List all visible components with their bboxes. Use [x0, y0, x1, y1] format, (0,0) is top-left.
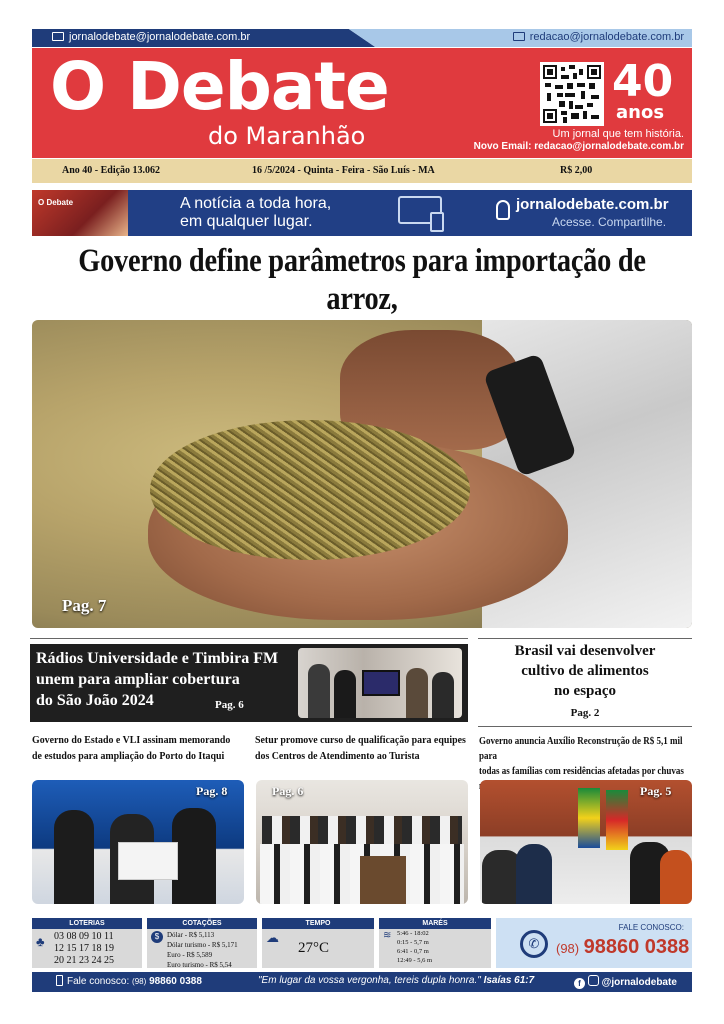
slogan: Um jornal que tem história. — [552, 128, 684, 140]
cotacoes-title: COTAÇÕES — [147, 918, 257, 929]
promo-site-link[interactable]: jornalodebate.com.br — [516, 196, 669, 213]
mail-icon — [52, 32, 64, 41]
mail-icon — [513, 32, 525, 41]
story-setur-page[interactable]: Pag. 6 — [272, 784, 304, 798]
story-brasil-page[interactable]: Pag. 2 — [570, 707, 600, 719]
tempo-temperature: 27°C — [298, 940, 330, 956]
instagram-icon — [588, 975, 599, 986]
whatsapp-icon: ✆ — [520, 930, 548, 958]
edition-price: R$ 2,00 — [560, 165, 593, 176]
fale-phone[interactable]: (98) 98860 0388 — [556, 936, 690, 958]
story-radios-title: Rádios Universidade e Timbira FM unem para ampliar cobertura do São João 2024 — [36, 650, 279, 709]
cloud-sun-icon: ☁ — [266, 930, 279, 945]
story-setur-title[interactable]: Setur promove curso de qualificação para equipes dos Centros de Atendimento ao Turista — [255, 734, 466, 762]
bottom-phone[interactable]: Fale conosco: (98) 98860 0388 — [56, 975, 202, 987]
anniversary-word: anos — [616, 102, 665, 123]
main-headline[interactable]: Governo define parâmetros para importação de arroz, — [78, 243, 646, 317]
mares-title: MARÉS — [379, 918, 491, 929]
tempo-box — [262, 918, 374, 968]
anniversary-number: 40 — [612, 56, 674, 107]
email-right[interactable]: redacao@jornalodebate.com.br — [513, 31, 684, 43]
story-brasil-title[interactable]: Brasil vai desenvolver cultivo de alimentos no espaço — [514, 643, 656, 699]
wave-icon: ≋ — [383, 930, 392, 941]
photo-rice-grains — [150, 420, 470, 560]
qr-code-icon[interactable] — [540, 62, 604, 126]
tempo-title: TEMPO — [262, 918, 374, 929]
divider — [478, 638, 692, 639]
logo-main: O Debate — [50, 48, 389, 125]
headline-page-ref[interactable]: Pag. 7 — [62, 596, 107, 615]
phone-icon — [430, 212, 444, 232]
promo-thumbnail — [32, 190, 128, 236]
mares-box — [379, 918, 491, 968]
new-email-notice[interactable]: Novo Email: redacao@jornalodebate.com.br — [473, 141, 684, 152]
story-radios-photo[interactable] — [298, 648, 462, 718]
edition-date: 16 /5/2024 - Quinta - Feira - São Luís - MA — [252, 165, 435, 176]
logo-sub: do Maranhão — [208, 122, 366, 150]
promo-call: Acesse. Compartilhe. — [552, 215, 667, 229]
fale-title: FALE CONOSCO: — [618, 923, 684, 932]
divider — [30, 638, 468, 639]
cotacoes-values: Dólar - R$ 5,113 Dólar turismo - R$ 5,171 Euro - R$ 5,589 Euro turismo - R$ 5,54 — [167, 931, 238, 969]
story-auxilio-title[interactable]: Governo anuncia Auxílio Reconstrução de R$ 5,1 mil para todas as famílias com residências afetadas por chuvas — [479, 736, 684, 777]
loterias-title: LOTERIAS — [32, 918, 142, 929]
clover-icon: ♣ — [36, 934, 45, 949]
facebook-icon: f — [574, 978, 585, 989]
cotacoes-box — [147, 918, 257, 968]
currency-icon: $ — [151, 931, 163, 943]
bible-verse: "Em lugar da vossa vergonha, tereis dupla honra." Isaías 61:7 — [258, 975, 535, 986]
story-vli-title[interactable]: Governo do Estado e VLI assinam memorando de estudos para ampliação do Porto do Itaqui — [32, 734, 231, 762]
story-vli-page[interactable]: Pag. 8 — [196, 784, 228, 798]
promo-tagline: A notícia a toda hora, em qualquer lugar. — [180, 195, 332, 230]
loterias-numbers: 03 08 09 10 11 12 15 17 18 19 20 21 23 24 25 — [54, 931, 114, 966]
story-radios-page[interactable]: Pag. 6 — [215, 699, 244, 711]
promo-thumb-label: O Debate — [38, 198, 74, 207]
qr-code-graphic — [543, 65, 601, 123]
loterias-box — [32, 918, 142, 968]
mobile-icon — [56, 975, 63, 986]
divider — [478, 726, 692, 727]
mares-values: 5:46 - 18:02 0:15 - 5,7 m 6:41 - 0,7 m 12:49 - 5,6 m — [397, 930, 433, 964]
tap-hand-icon — [496, 200, 510, 220]
social-handle[interactable]: f @jornalodebate — [574, 975, 677, 989]
edition-number: Ano 40 - Edição 13.062 — [62, 165, 161, 176]
fale-conosco-box[interactable] — [496, 918, 692, 968]
email-left[interactable]: jornalodebate@jornalodebate.com.br — [52, 31, 250, 43]
story-auxilio-page[interactable]: Pag. 5 — [640, 784, 672, 798]
